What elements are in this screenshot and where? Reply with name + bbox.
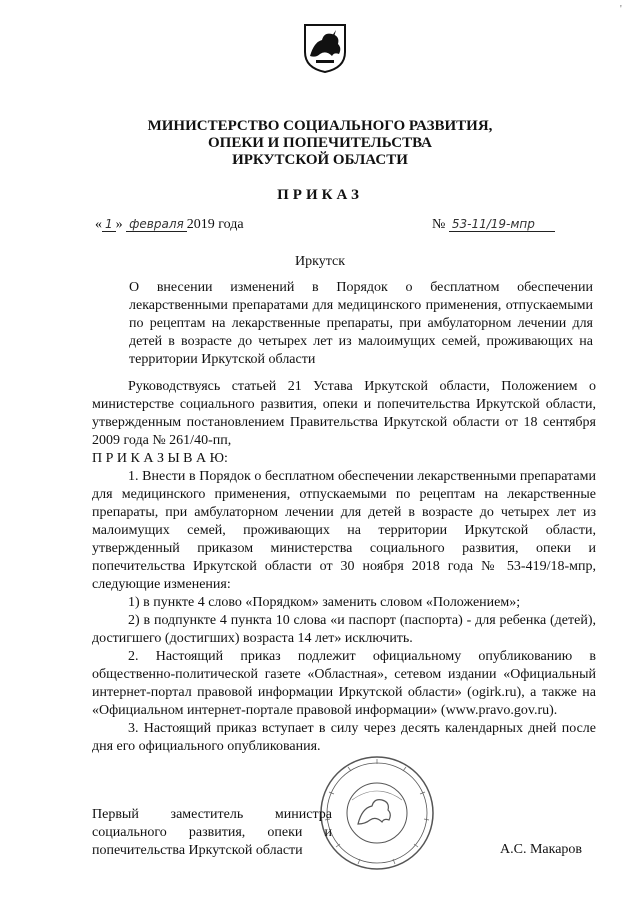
date-day: 1: [102, 217, 116, 232]
signatory-position-line3: попечительства Иркутской области: [92, 843, 303, 858]
order-word: П Р И К А З Ы В А Ю:: [92, 451, 228, 466]
city: Иркутск: [294, 254, 346, 269]
signatory-position: [92, 806, 332, 860]
signatory-name: А.С. Макаров: [500, 842, 583, 857]
corner-mark: ': [620, 4, 622, 15]
item-1: 1. Внести в Порядок о бесплатном обеспечении лекарственными препаратами для медицинского применения, отпускаемыми по рецептам на лекарственные препараты, при амбулаторном лечении для детей в возрасте до четырех лет из малоимущих семей, проживающих на территории Иркутской области, утвержденный приказом министерства социального развития, опеки и попечительства Иркутской области от 30 ноября 2018 года № 53-419/18-мпр, следующие изменения:: [92, 469, 596, 592]
coat-of-arms-icon: [302, 22, 348, 74]
number-value: 53-11/19-мпр: [449, 217, 555, 232]
item-3: 3. Настоящий приказ вступает в силу через десять календарных дней после дня его официального опубликования.: [92, 721, 596, 754]
ministry-name-line1: МИНИСТЕРСТВО СОЦИАЛЬНОГО РАЗВИТИЯ,: [147, 118, 493, 134]
item-1-2: 2) в подпункте 4 пункта 10 слова «и паспорт (паспорта) - для ребенка (детей), достигшего (достигших) возраста 14 лет» исключить.: [92, 613, 596, 646]
order-subject: О внесении изменений в Порядок о бесплатном обеспечении лекарственными препаратами для медицинского применения, отпускаемыми по рецептам на лекарственные препараты, при амбулаторном лечении для детей в возрасте до четырех лет из малоимущих семей, проживающих на территории Иркутской области: [129, 280, 593, 367]
official-stamp-icon: [318, 752, 436, 874]
signatory-position-line2: социального развития, опеки и: [92, 825, 332, 840]
ministry-name-line2: ОПЕКИ И ПОПЕЧИТЕЛЬСТВА: [208, 135, 432, 151]
order-body: [92, 378, 596, 756]
item-1-1: 1) в пункте 4 слово «Порядком» заменить словом «Положением»;: [128, 595, 521, 610]
signatory-position-line1: Первый заместитель министра: [92, 807, 332, 822]
date-close-quote: »: [115, 217, 123, 232]
date-year: 2019: [186, 217, 215, 232]
order-title: ПРИКАЗ: [277, 187, 363, 203]
number-prefix: №: [432, 217, 446, 232]
date-month: февраля: [126, 217, 187, 232]
date-suffix: года: [218, 217, 244, 232]
preamble: Руководствуясь статьей 21 Устава Иркутской области, Положением о министерстве социального развития, опеки и попечительства Иркутской области, утвержденным постановлением Правительства Иркутской области от 18 сентября 2009 года № 261/40-пп,: [92, 379, 596, 448]
date-open-quote: «: [95, 217, 102, 232]
order-number: [432, 217, 555, 233]
ministry-name-line3: ИРКУТСКОЙ ОБЛАСТИ: [232, 152, 408, 168]
item-2: 2. Настоящий приказ подлежит официальному опубликованию в общественно-политической газете «Областная», сетевом издании «Официальный интернет-портал правовой информации Иркутской области» (ogirk.ru), а также на «Официальном интернет-портале правовой информации» (www.pravo.gov.ru).: [92, 649, 596, 718]
order-date: [95, 217, 244, 233]
